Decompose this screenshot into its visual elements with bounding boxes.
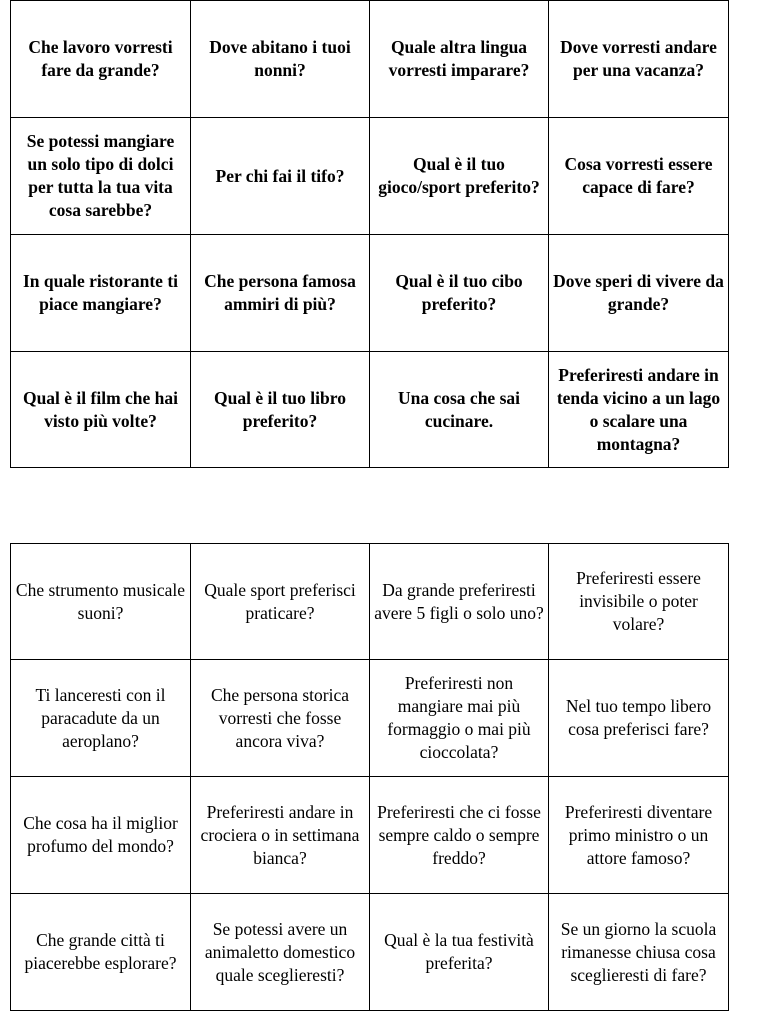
question-cell: Qual è il film che hai visto più volte?	[11, 352, 191, 468]
table-row	[11, 544, 729, 660]
table-row	[11, 352, 729, 468]
table-row	[11, 1, 729, 118]
question-cell: Preferiresti non mangiare mai più formaggio o mai più cioccolata?	[370, 660, 549, 777]
question-cell: Qual è il tuo libro preferito?	[191, 352, 370, 468]
question-cell: Se potessi avere un animaletto domestico quale sceglieresti?	[191, 894, 370, 1011]
table-row	[11, 660, 729, 777]
question-cell: Dove abitano i tuoi nonni?	[191, 1, 370, 118]
question-cell: Da grande preferiresti avere 5 figli o solo uno?	[370, 544, 549, 660]
question-cell: Qual è il tuo gioco/sport preferito?	[370, 118, 549, 235]
question-cell: Dove speri di vivere da grande?	[549, 235, 729, 352]
question-cell: Una cosa che sai cucinare.	[370, 352, 549, 468]
question-cell: Cosa vorresti essere capace di fare?	[549, 118, 729, 235]
question-cell: Che persona famosa ammiri di più?	[191, 235, 370, 352]
question-cell: Dove vorresti andare per una vacanza?	[549, 1, 729, 118]
question-cell: Preferiresti andare in tenda vicino a un lago o scalare una montagna?	[549, 352, 729, 468]
question-cell: Che lavoro vorresti fare da grande?	[11, 1, 191, 118]
question-grid-top	[10, 0, 729, 468]
table-row	[11, 894, 729, 1011]
table-row	[11, 777, 729, 894]
table-row	[11, 235, 729, 352]
question-cell: Che persona storica vorresti che fosse ancora viva?	[191, 660, 370, 777]
question-cell: Che strumento musicale suoni?	[11, 544, 191, 660]
question-grid-bottom	[10, 543, 729, 1011]
question-cell: Quale sport preferisci praticare?	[191, 544, 370, 660]
question-cell: Qual è la tua festività preferita?	[370, 894, 549, 1011]
question-cell: Preferiresti che ci fosse sempre caldo o sempre freddo?	[370, 777, 549, 894]
question-cell: Che cosa ha il miglior profumo del mondo?	[11, 777, 191, 894]
question-cell: Preferiresti essere invisibile o poter volare?	[549, 544, 729, 660]
question-cell: Ti lanceresti con il paracadute da un aeroplano?	[11, 660, 191, 777]
table-row	[11, 118, 729, 235]
question-cell: Per chi fai il tifo?	[191, 118, 370, 235]
question-cell: Nel tuo tempo libero cosa preferisci fare?	[549, 660, 729, 777]
question-cell: Qual è il tuo cibo preferito?	[370, 235, 549, 352]
question-cell: Se un giorno la scuola rimanesse chiusa cosa sceglieresti di fare?	[549, 894, 729, 1011]
question-cell: Se potessi mangiare un solo tipo di dolci per tutta la tua vita cosa sarebbe?	[11, 118, 191, 235]
question-cell: Che grande città ti piacerebbe esplorare?	[11, 894, 191, 1011]
question-cell: In quale ristorante ti piace mangiare?	[11, 235, 191, 352]
question-cell: Preferiresti diventare primo ministro o un attore famoso?	[549, 777, 729, 894]
question-cell: Quale altra lingua vorresti imparare?	[370, 1, 549, 118]
question-cell: Preferiresti andare in crociera o in settimana bianca?	[191, 777, 370, 894]
